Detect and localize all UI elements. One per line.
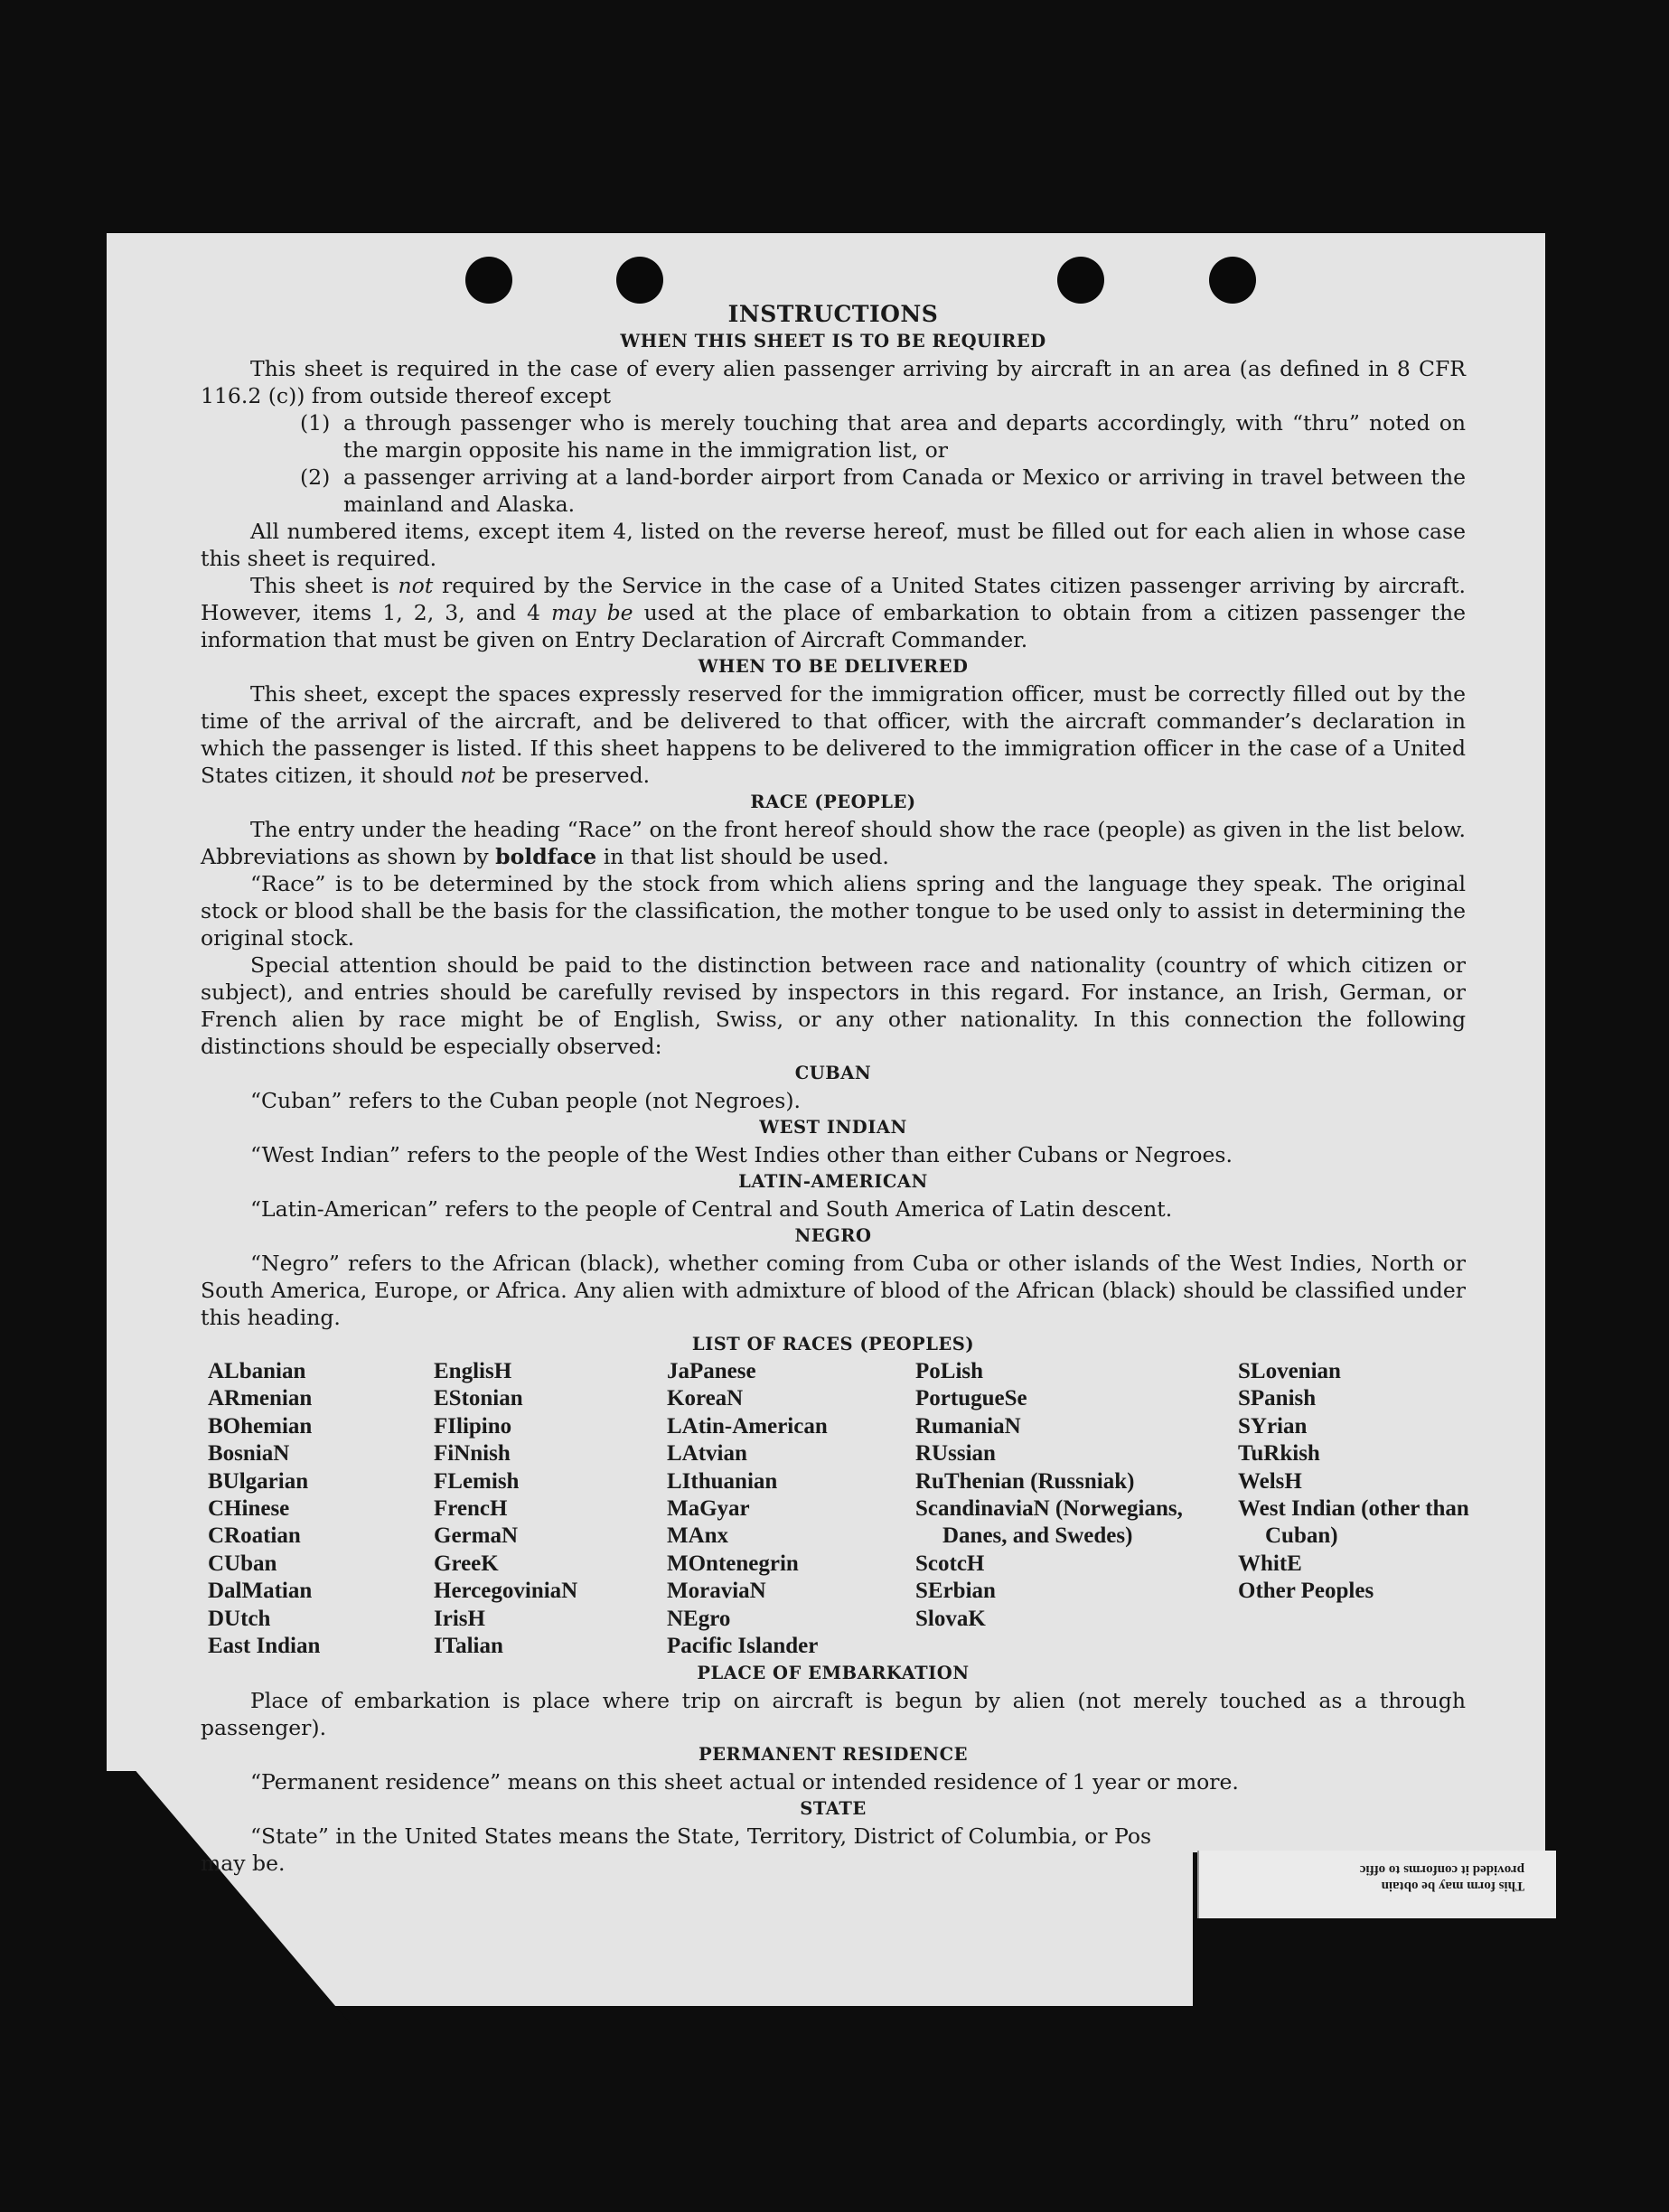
race-entry: FiNnish (434, 1441, 511, 1467)
cuban-text: “Cuban” refers to the Cuban people (not Negroes). (250, 1088, 802, 1113)
race-entry: SYrian (1238, 1413, 1308, 1439)
when-delivered-text: This sheet, except the spaces expressly reserved for the immigration officer, must be correctly filled out by the time of the arrival of the aircraft, and be delivered to that officer, with the aircraft commander’s declaration in which the passenger is listed. If this sheet happens to be delivered to the immigration officer in the case of a United States citizen, it should not be preserved. (201, 681, 1466, 788)
race-entry: MAnx (667, 1523, 729, 1549)
punch-hole (616, 257, 663, 304)
exception-item (201, 464, 1466, 518)
exception-text: a passenger arriving at a land-border airport from Canada or Mexico or arriving in travel between the mainland and Alaska. (343, 464, 1466, 517)
heading-when-delivered: WHEN TO BE DELIVERED (698, 656, 969, 677)
exception-item (201, 409, 1466, 464)
race-entry: FrencH (434, 1496, 508, 1522)
race-entry: NEgro (667, 1606, 731, 1631)
race-entry: MaGyar (667, 1496, 750, 1522)
race-entry: Other Peoples (1238, 1579, 1374, 1604)
numbered-items-paragraph: All numbered items, except item 4, listed on the reverse hereof, must be filled out for each alien in whose case this sheet is required. (201, 519, 1466, 571)
stub-line-1: This form may be obtain (1381, 1879, 1524, 1893)
race-entry: RuThenian (Russniak) (915, 1468, 1135, 1494)
race-entry: EnglisH (434, 1359, 512, 1383)
punch-hole (1209, 257, 1256, 304)
race-entry: Pacific Islander (667, 1634, 819, 1659)
exception-number: (1) (300, 410, 331, 436)
races-column (667, 1358, 915, 1660)
race-entry: ARmenian (208, 1386, 313, 1411)
race-entry: SLovenian (1238, 1359, 1341, 1383)
race-entry: ScotcH (915, 1551, 985, 1576)
race-entry: EStonian (434, 1386, 523, 1411)
heading-embarkation: PLACE OF EMBARKATION (697, 1663, 970, 1684)
race-entry: CRoatian (208, 1523, 301, 1549)
race-paragraph-3: Special attention should be paid to the distinction between race and nationality (country of which citizen or subject), and entries should be carefully revised by inspectors in this regard. For instance, an Irish, German, or French alien by race might be of English, Swiss, or any other nationality. In this connection the following distinctions should be especially observed: (201, 952, 1466, 1059)
embarkation-text: Place of embarkation is place where trip on aircraft is begun by alien (not merely touched as a through passenger). (201, 1688, 1466, 1741)
race-entry: GreeK (434, 1551, 499, 1576)
race-entry: JaPanese (667, 1359, 756, 1383)
race-entry: CHinese (208, 1496, 290, 1522)
heading-state: STATE (800, 1798, 867, 1820)
stub-line-2: provided it conforms to offic (1359, 1862, 1524, 1877)
race-entry: FIlipino (434, 1413, 512, 1439)
race-entry: LAtin-American (667, 1413, 828, 1439)
heading-latin-american: LATIN-AMERICAN (738, 1171, 928, 1192)
punch-hole (1057, 257, 1104, 304)
state-text-end: may be. (201, 1851, 286, 1877)
punch-hole (465, 257, 512, 304)
race-paragraph-2: “Race” is to be determined by the stock from which aliens spring and the language they speak. The original stock or blood shall be the basis for the classification, the mother tongue to be used only to assist in determining the original stock. (201, 871, 1466, 951)
exception-text: a through passenger who is merely touching that area and departs accordingly, with “thru” noted on the margin opposite his name in the immigration list, or (343, 410, 1466, 463)
citizen-paragraph: This sheet is not required by the Service in the case of a United States citizen passenger arriving by aircraft. However, items 1, 2, 3, and 4 may be used at the place of embarkation to obtain from a citizen passenger the information that must be given on Entry Declaration of Aircraft Commander. (201, 573, 1466, 652)
heading-negro: NEGRO (794, 1225, 872, 1246)
race-entry: GermaN (434, 1523, 519, 1549)
west-indian-text: “West Indian” refers to the people of the West Indies other than either Cubans or Negroes. (250, 1142, 1233, 1167)
race-entry: BOhemian (208, 1413, 313, 1439)
race-entry: CUban (208, 1551, 277, 1576)
when-required-intro: This sheet is required in the case of every alien passenger arriving by aircraft in an area (as defined in 8 CFR 116.2 (c)) from outside thereof except (201, 356, 1466, 408)
race-entry: DUtch (208, 1606, 271, 1631)
race-entry: West Indian (other than Cuban) (1238, 1496, 1469, 1549)
heading-when-required: WHEN THIS SHEET IS TO BE REQUIRED (620, 331, 1046, 351)
race-entry: BUlgarian (208, 1468, 309, 1494)
races-column (915, 1358, 1238, 1660)
residence-text: “Permanent residence” means on this sheet actual or intended residence of 1 year or more. (250, 1769, 1239, 1795)
race-entry: RUssian (915, 1441, 996, 1467)
instructions-content (201, 301, 1469, 1877)
state-text: “State” in the United States means the State, Territory, District of Columbia, or Pos (250, 1823, 1152, 1850)
race-entry: BosniaN (208, 1441, 290, 1467)
race-entry: HercegoviniaN (434, 1579, 578, 1604)
page-title: INSTRUCTIONS (727, 301, 939, 327)
race-entry: SErbian (915, 1579, 996, 1604)
race-entry: DalMatian (208, 1579, 313, 1604)
race-entry: LIthuanian (667, 1468, 778, 1494)
negro-text: “Negro” refers to the African (black), whether coming from Cuba or other islands of the West Indies, North or South America, Europe, or Africa. Any alien with admixture of blood of the African (black) should be classified under this heading. (201, 1251, 1466, 1330)
race-entry: MOntenegrin (667, 1551, 799, 1576)
race-entry: KoreaN (667, 1386, 744, 1411)
heading-list-of-races: LIST OF RACES (PEOPLES) (691, 1334, 975, 1354)
race-entry: LAtvian (667, 1441, 747, 1467)
exception-number: (2) (300, 464, 331, 490)
race-entry: ScandinaviaN (Norwegians, Danes, and Swedes) (915, 1496, 1183, 1549)
race-entry: East Indian (208, 1634, 321, 1659)
race-entry: MoraviaN (667, 1579, 766, 1604)
races-column (1238, 1358, 1473, 1660)
race-entry: WhitE (1238, 1551, 1302, 1576)
heading-cuban: CUBAN (794, 1063, 872, 1083)
race-entry: ITalian (434, 1634, 503, 1659)
race-entry: SPanish (1238, 1386, 1317, 1411)
race-paragraph-1: The entry under the heading “Race” on the front hereof should show the race (people) as given in the list below. Abbreviations as shown by boldface in that list should be used. (201, 817, 1466, 869)
race-entry: PortugueSe (915, 1386, 1027, 1411)
race-entry: SlovaK (915, 1606, 986, 1631)
race-entry: FLemish (434, 1468, 520, 1494)
race-entry: IrisH (434, 1606, 485, 1631)
heading-residence: PERMANENT RESIDENCE (698, 1744, 968, 1766)
races-column (434, 1358, 667, 1660)
race-entry: PoLish (915, 1359, 984, 1383)
latin-american-text: “Latin-American” refers to the people of Central and South America of Latin descent. (250, 1196, 1173, 1222)
race-entry: TuRkish (1238, 1441, 1320, 1467)
races-column (208, 1358, 434, 1660)
race-entry: ALbanian (208, 1359, 306, 1383)
race-entry: WelsH (1238, 1468, 1302, 1494)
races-list (201, 1358, 1469, 1660)
heading-race: RACE (PEOPLE) (750, 792, 916, 812)
race-entry: RumaniaN (915, 1413, 1021, 1439)
heading-west-indian: WEST INDIAN (759, 1117, 907, 1138)
